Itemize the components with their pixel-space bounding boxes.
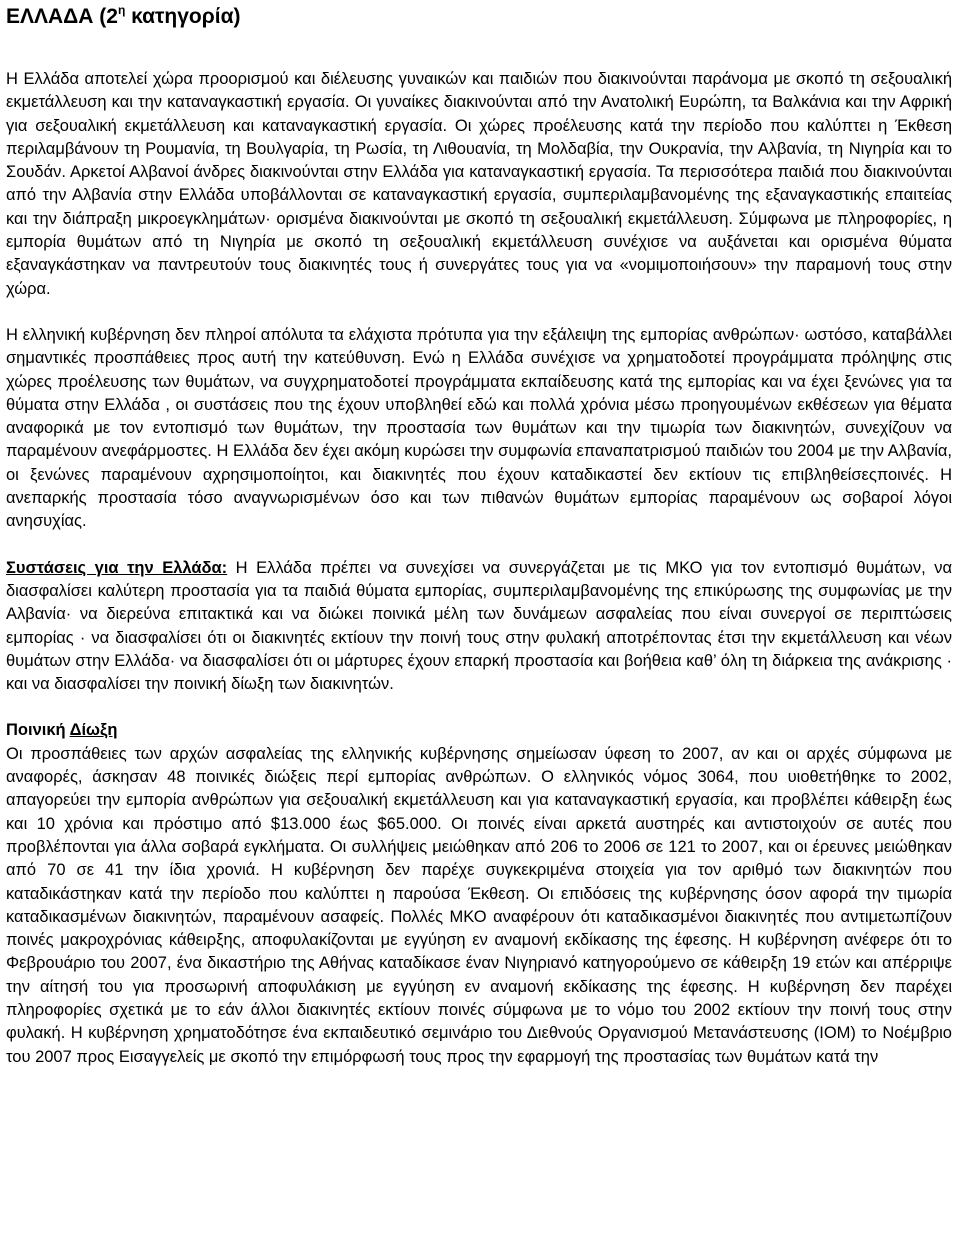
- prosecution-heading-part-a: Ποινική: [6, 721, 70, 740]
- spacer: [6, 534, 952, 557]
- spacer: [6, 38, 952, 68]
- paragraph-government: Η ελληνική κυβέρνηση δεν πληροί απόλυτα τα ελάχιστα πρότυπα για την εξάλειψη της εμπορίας ανθρώπων· ωστόσο, καταβάλλει σημαντικές προσπάθειες προς αυτή την κατεύθυνση. Ενώ η Ελλάδα συνέχισε να χρηματοδοτεί προγράμματα πρόληψης στις χώρες προέλευσης των θυμάτων, να συγχρηματοδοτεί προγράμματα εκπαίδευσης κατά της εμπορίας και να έχει ξενώνες για τα θύματα στην Ελλάδα , οι συστάσεις που της έχουν υποβληθεί εδώ και πολλά χρόνια μέσω προηγουμένων εκθέσεων για θέματα αναφορικά με τον εντοπισμό των θυμάτων, την προστασία των θυμάτων και την τιμωρία των διακινητών, συνεχίζουν να παραμένουν ανεφάρμοστες. Η Ελλάδα δεν έχει ακόμη κυρώσει την συμφωνία επαναπατρισμού παιδιών του 2004 με την Αλβανία, οι ξενώνες παραμένουν αχρησιμοποίητοι, και διακινητές που έχουν καταδικαστεί δεν εκτίουν τις επιβληθείσεςποινές. Η ανεπαρκής προστασία τόσο αναγνωρισμένων όσο και των πιθανών θυμάτων εμπορίας παραμένουν ως σοβαροί λόγοι ανησυχίας.: [6, 325, 952, 531]
- paragraph-intro: Η Ελλάδα αποτελεί χώρα προορισμού και διέλευσης γυναικών και παιδιών που διακινούνται παράνομα με σκοπό τη σεξουαλική εκμετάλλευση και την καταναγκαστική εργασία. Οι γυναίκες διακινούνται από την Ανατολική Ευρώπη, τα Βαλκάνια και την Αφρική για σεξουαλική εκμετάλλευση και καταναγκαστική εργασία. Οι χώρες προέλευσης κατά την περίοδο που καλύπτει η Έκθεση περιλαμβάνουν τη Ρουμανία, τη Βουλγαρία, τη Ρωσία, τη Λιθουανία, τη Μολδαβία, την Ουκρανία, την Αλβανία, τη Νιγηρία και το Σουδάν. Αρκετοί Αλβανοί άνδρες διακινούνται στην Ελλάδα για καταναγκαστική εργασία. Τα περισσότερα παιδιά που διακινούνται από την Αλβανία στην Ελλάδα υποβάλλονται σε καταναγκαστική εργασία, συμπεριλαμβανομένης της εξαναγκαστικής επαιτείας και την διάπραξη μικροεγκλημάτων· ορισμένα διακινούνται με σκοπό τη σεξουαλική εκμετάλλευση. Σύμφωνα με πληροφορίες, η εμπορία θυμάτων από τη Νιγηρία με σκοπό τη σεξουαλική εκμετάλλευση συνέχισε να αυξάνεται και ορισμένα θύματα εξαναγκάστηκαν να παντρευτούν τους διακινητές τους ή συνεργάτες τους για να «νομιμοποιήσουν» την παραμονή τους στην χώρα.: [6, 70, 952, 298]
- title-suffix: κατηγορία): [125, 5, 241, 28]
- document-page: [6, 0, 952, 1069]
- recommendations-text: Η Ελλάδα πρέπει να συνεχίσει να συνεργάζεται με τις ΜΚΟ για τον εντοπισμό θυμάτων, να διασφαλίσει καλύτερη προστασία για τα παιδιά θύματα εμπορίας, συμπεριλαμβανομένης της επικύρωσης της συμφωνίας με την Αλβανία· να διερεύνα επιτακτικά και να διώκει ποινικά μέλη των δυνάμεων ασφαλείας που είναι συνεργοί σε περιπτώσεις εμπορίας · να διασφαλίσει ότι οι διακινητές εκτίουν την ποινή τους στην φυλακή αποτρέποντας έτσι την εκμετάλλευση και νέων θυμάτων στην Ελλάδα· να διασφαλίσει ότι οι μάρτυρες έχουν επαρκή προστασία και βοήθεια καθ’ όλη τη διάρκεια της ανάκρισης · και να διασφαλίσει την ποινική δίωξη των διακινητών.: [6, 558, 952, 694]
- spacer: [6, 301, 952, 324]
- prosecution-heading-part-b: Δίωξη: [69, 721, 118, 740]
- recommendations-label: Συστάσεις για την Ελλάδα:: [6, 558, 228, 577]
- section-heading-prosecution: [6, 719, 952, 742]
- title-prefix: ΕΛΛΑΔΑ (2: [6, 5, 118, 28]
- title-superscript: η: [117, 3, 126, 17]
- page-title: [6, 0, 952, 38]
- spacer: [6, 696, 952, 719]
- paragraph-prosecution: Οι προσπάθειες των αρχών ασφαλείας της ελληνικής κυβέρνησης σημείωσαν ύφεση το 2007, αν και οι αρχές σύμφωνα με αναφορές, άσκησαν 48 ποινικές διώξεις περί εμπορίας ανθρώπων. Ο ελληνικός νόμος 3064, που υιοθετήθηκε το 2002, απαγορεύει την εμπορία ανθρώπων για σεξουαλική εκμετάλλευση και για καταναγκαστική εργασία, και προβλέπει κάθειρξη έως και 10 χρόνια και πρόστιμο από $13.000 έως $65.000. Οι ποινές είναι αρκετά αυστηρές και αντιστοιχούν σε αυτές που προβλέπονται για άλλα σοβαρά εγκλήματα. Οι συλλήψεις μειώθηκαν από 206 το 2006 σε 121 το 2007, και οι έρευνες μειώθηκαν από 70 σε 41 την ίδια χρονιά. Η κυβέρνηση δεν παρέχε συγκεκριμένα στοιχεία για τον αριθμό των διακινητών που καταδικάστηκαν κατά την περίοδο που καλύπτει η παρούσα Έκθεση. Οι επιδόσεις της κυβέρνησης όσον αφορά την τιμωρία καταδικασμένων διακινητών, παραμένουν ασαφείς. Πολλές ΜΚΟ αναφέρουν ότι καταδικασμένοι διακινητές που αντιμετωπίζουν ποινές μακροχρόνιας κάθειρξης, αποφυλακίζονται με εγγύηση εν αναμονή εκδίκασης της έφεσης. Η κυβέρνηση ανέφερε ότι το Φεβρουάριο του 2007, ένα δικαστήριο της Αθήνας καταδίκασε έναν Νιγηριανό κατηγορούμενο σε κάθειρξη 19 ετών και απέρριψε την αίτησή του για προσωρινή αποφυλάκιση με εγγύηση εν αναμονή εκδίκασης της έφεσης. Η κυβέρνηση δεν παρέχει πληροφορίες σχετικά με το εάν άλλοι διακινητές εκτίουν ποινές σύμφωνα με το νόμο του 2002 εκτίουν την ποινή τους στην φυλακή. Η κυβέρνηση χρηματοδότησε ένα εκπαιδευτικό σεμινάριο του Διεθνούς Οργανισμού Μετανάστευσης (ΙΟΜ) το Νοέμβριο του 2007 προς Εισαγγελείς με σκοπό την επιμόρφωσή τους προς την εφαρμογή της προστασίας των θυμάτων κατά την: [6, 744, 952, 1066]
- paragraph-recommendations: [6, 557, 952, 697]
